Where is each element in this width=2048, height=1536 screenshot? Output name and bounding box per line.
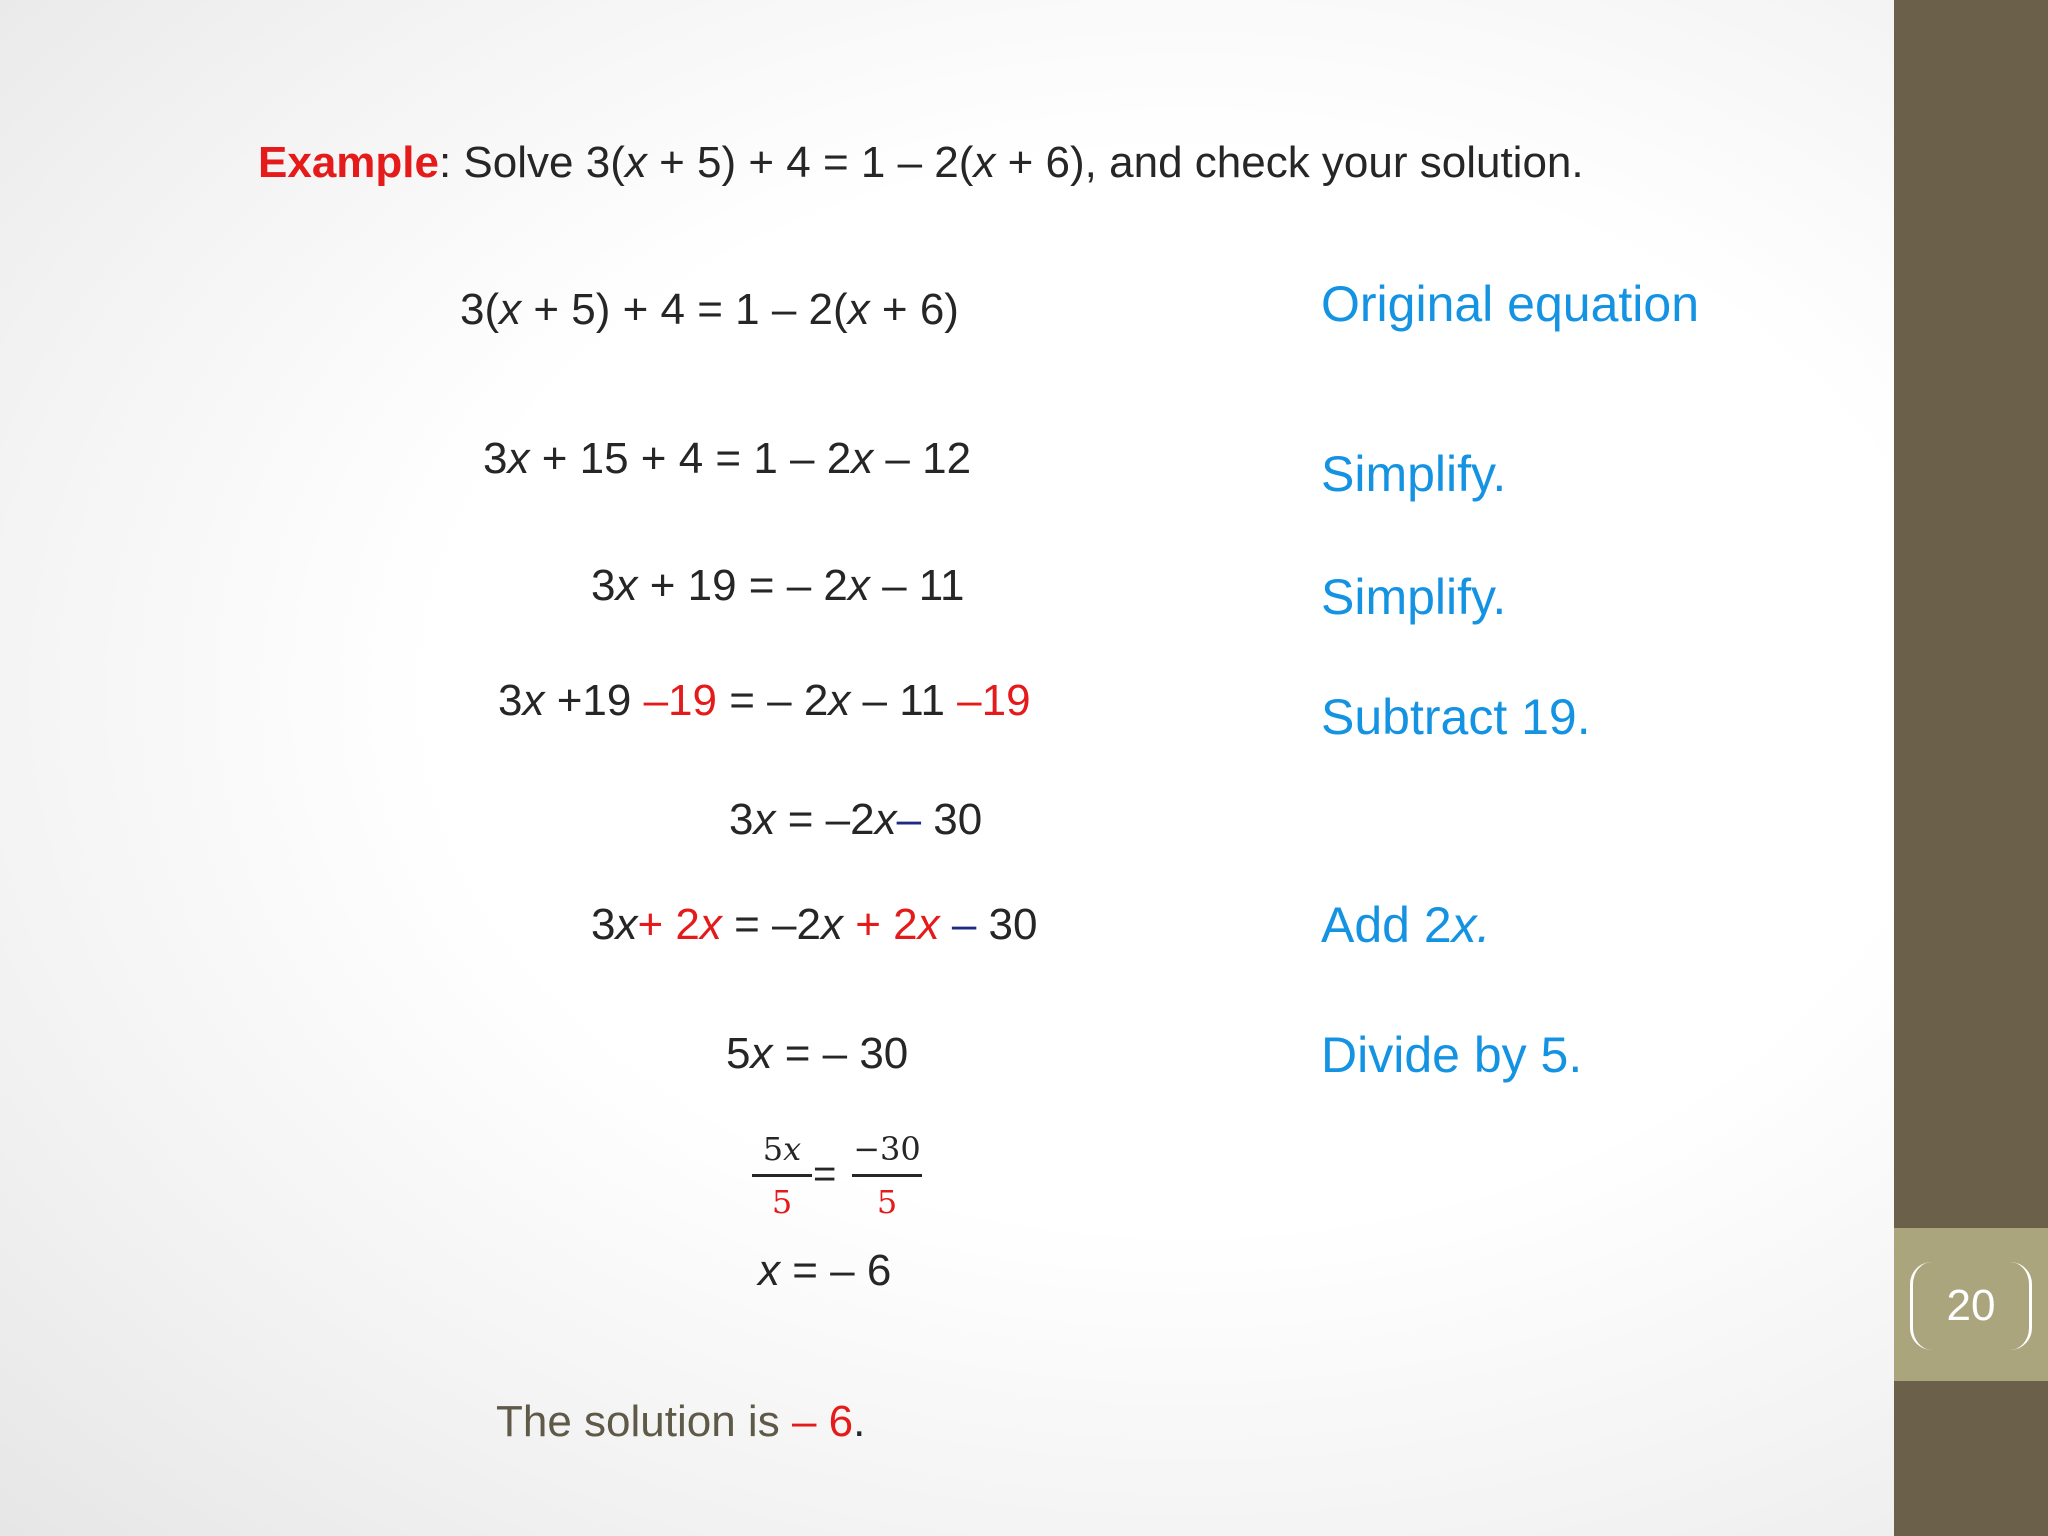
fraction-left-denominator: 5: [771, 1183, 793, 1221]
equation-line-5: 3x = –2x– 30: [729, 795, 983, 844]
equation-line-8: x = – 6: [758, 1246, 892, 1295]
fraction-right-denominator: 5: [876, 1183, 898, 1221]
equation-line-7: 5x = – 30: [726, 1029, 909, 1078]
fraction-left-numerator: 5𝑥: [752, 1130, 812, 1177]
fraction-left: [752, 1130, 812, 1221]
step-subtract-19: Subtract 19.: [1321, 689, 1591, 745]
fraction-equals: =: [813, 1152, 837, 1196]
equation-line-6: 3x+ 2x = –2x + 2x – 30: [591, 900, 1038, 949]
solution-value: – 6: [791, 1397, 854, 1446]
solution-statement: The solution is – 6.: [496, 1397, 866, 1446]
example-label: Example: [258, 138, 439, 187]
fraction-right: [852, 1130, 922, 1221]
step-divide-by-5: Divide by 5.: [1321, 1027, 1583, 1083]
equation-line-4: 3x +19 –19 = – 2x – 11 –19: [498, 676, 1031, 725]
step-simplify-2: Simplify.: [1321, 569, 1507, 625]
equation-line-2: 3x + 15 + 4 = 1 – 2x – 12: [483, 434, 972, 483]
step-original-equation: Original equation: [1321, 276, 1700, 332]
example-prompt: Example: Solve 3(x + 5) + 4 = 1 – 2(x + 6), and check your solution.: [258, 138, 1584, 187]
step-simplify-1: Simplify.: [1321, 446, 1507, 502]
step-add-2x: Add 2x.: [1321, 897, 1491, 953]
page-number: 20: [1946, 1281, 1996, 1330]
equation-line-1: 3(x + 5) + 4 = 1 – 2(x + 6): [460, 285, 959, 334]
fraction-right-numerator: −30: [852, 1130, 922, 1177]
equation-line-3: 3x + 19 = – 2x – 11: [591, 561, 965, 610]
